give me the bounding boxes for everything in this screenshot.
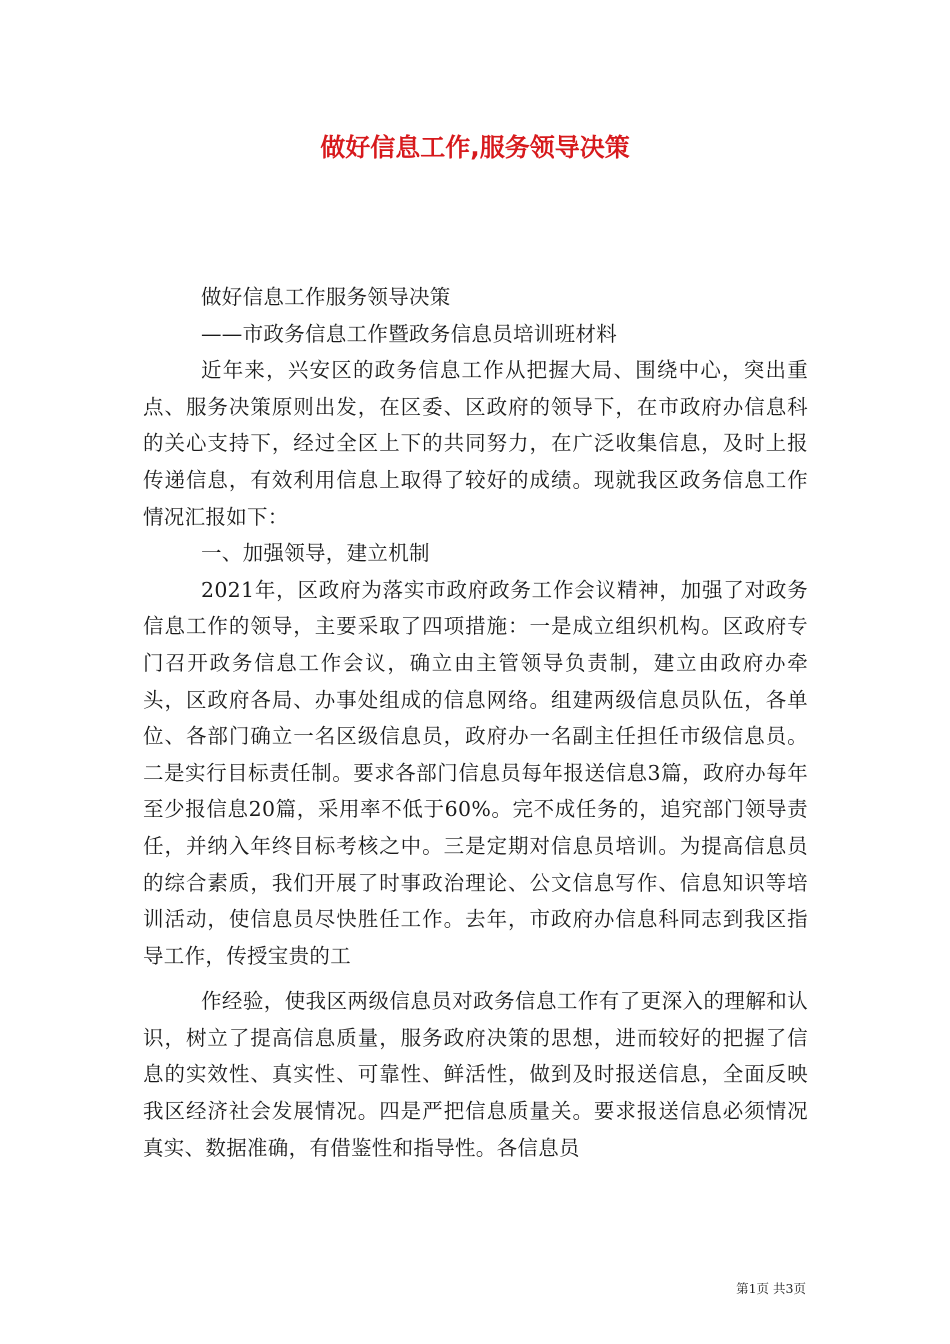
section-heading-1: 一、加强领导，建立机制	[201, 541, 430, 566]
paragraph-gap	[143, 974, 808, 983]
document-body	[143, 279, 808, 1166]
page-number: 第1页 共3页	[736, 1281, 806, 1296]
paragraph-heading: 做好信息工作服务领导决策	[201, 285, 451, 309]
paragraph-intro: 近年来，兴安区的政务信息工作从把握大局、围绕中心，突出重点、服务决策原则出发，在区委、区政府的领导下，在市政府办信息科的关心支持下，经过全区上下的共同努力，在广泛收集信息，及时上报传递信息，有效利用信息上取得了较好的成绩。现就我区政务信息工作情况汇报如下：	[143, 358, 808, 529]
paragraph-subtitle: ——市政务信息工作暨政务信息员培训班材料	[201, 321, 617, 346]
document-title: 做好信息工作,服务领导决策	[320, 133, 630, 162]
paragraph-continued: 作经验，使我区两级信息员对政务信息工作有了更深入的理解和认识，树立了提高信息质量，服务政府决策的思想，进而较好的把握了信息的实效性、真实性、可靠性、鲜活性，做到及时报送信息，全面反映我区经济社会发展情况。四是严把信息质量关。要求报送信息必须情况真实、数据准确，有借鉴性和指导性。各信息员	[143, 989, 808, 1160]
paragraph-section-1: 2021年，区政府为落实市政府政务工作会议精神，加强了对政务信息工作的领导，主要采取了四项措施：一是成立组织机构。区政府专门召开政务信息工作会议，确立由主管领导负责制，建立由政府办牵头，区政府各局、办事处组成的信息网络。组建两级信息员队伍，各单位、各部门确立一名区级信息员，政府办一名副主任担任市级信息员。二是实行目标责任制。要求各部门信息员每年报送信息3篇，政府办每年至少报信息20篇，采用率不低于60%。完不成任务的，追究部门领导责任，并纳入年终目标考核之中。三是定期对信息员培训。为提高信息员的综合素质，我们开展了时事政治理论、公文信息写作、信息知识等培训活动，使信息员尽快胜任工作。去年，市政府办信息科同志到我区指导工作，传授宝贵的工	[143, 577, 808, 968]
